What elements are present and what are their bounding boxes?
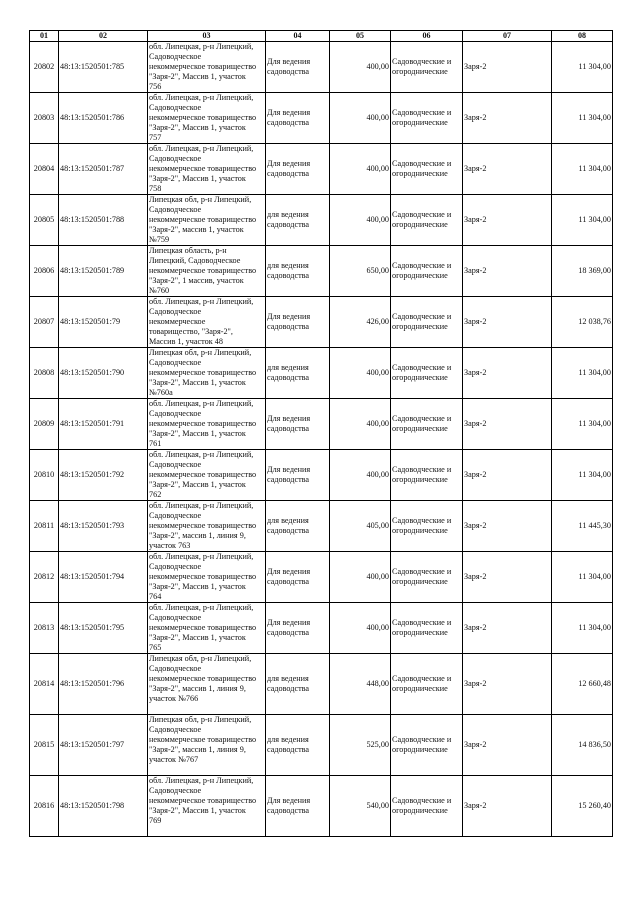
cadastral-value-cell [552,195,613,246]
address-cell-text: обл. Липецкая, р-н Липецкий, Садоводческое некоммерческое товарищество "Заря-2", Массив 1, участок 756 [149,42,257,91]
land-category-cell-text: Садоводческие и огороднические [392,516,452,535]
address-cell-text: Липецкая обл, р-н Липецкий, Садоводческое некоммерческое товарищество "Заря-2", массив 1, участок №759 [149,195,257,244]
cadastral-value-cell [552,246,613,297]
cadastral-value-cell-text: 11 304,00 [578,164,611,173]
permitted-use-cell-text: Для ведения садоводства [267,796,311,815]
area-cell [330,715,391,776]
cadastral-value-cell-text: 12 660,48 [578,679,611,688]
land-category-cell [391,450,463,501]
cadastral-value-cell [552,42,613,93]
table-row [30,348,613,399]
cadastral-number-cell-text: 48:13:1520501:788 [60,215,125,224]
permitted-use-cell-text: для ведения садоводства [267,516,310,535]
address-cell-text: обл. Липецкая, р-н Липецкий, Садоводческое некоммерческое товарищество, "Заря-2", Массив 1, участок 48 [149,297,254,346]
row-number-cell [30,552,59,603]
cadastral-number-cell [59,399,148,450]
permitted-use-cell-text: для ведения садоводства [267,363,310,382]
row-number-cell [30,144,59,195]
land-category-cell [391,501,463,552]
locality-cell [463,195,552,246]
cadastral-number-cell [59,93,148,144]
table-row [30,195,613,246]
row-number-cell-text: 20816 [33,801,55,810]
row-number-cell [30,42,59,93]
permitted-use-cell-text: Для ведения садоводства [267,567,311,586]
table-row [30,144,613,195]
cadastral-number-cell-text: 48:13:1520501:792 [60,470,125,479]
address-cell [148,93,266,144]
column-header: 04 [266,31,330,42]
column-header: 02 [59,31,148,42]
table-row [30,603,613,654]
table-row [30,776,613,837]
land-category-cell [391,297,463,348]
permitted-use-cell [266,776,330,837]
row-number-cell [30,654,59,715]
permitted-use-cell [266,93,330,144]
locality-cell [463,776,552,837]
address-cell-text: обл. Липецкая, р-н Липецкий, Садоводческое некоммерческое товарищество "Заря-2", Массив 1, участок 758 [149,144,257,193]
address-cell-text: обл. Липецкая, р-н Липецкий, Садоводческое некоммерческое товарищество "Заря-2", Массив 1, участок 764 [149,552,257,601]
locality-cell-text: Заря-2 [464,368,487,377]
locality-cell [463,552,552,603]
row-number-cell-text: 20807 [33,317,55,326]
area-cell [330,93,391,144]
row-number-cell [30,399,59,450]
permitted-use-cell-text: Для ведения садоводства [267,414,311,433]
locality-cell-text: Заря-2 [464,521,487,530]
land-category-cell-text: Садоводческие и огороднические [392,261,452,280]
cadastral-number-cell-text: 48:13:1520501:795 [60,623,125,632]
address-cell [148,399,266,450]
cadastral-number-cell [59,297,148,348]
locality-cell-text: Заря-2 [464,623,487,632]
permitted-use-cell [266,501,330,552]
cadastral-value-cell-text: 11 304,00 [578,623,611,632]
land-category-cell [391,603,463,654]
area-cell [330,297,391,348]
land-category-cell [391,93,463,144]
cadastral-number-cell [59,603,148,654]
row-number-cell-text: 20804 [33,164,55,173]
row-number-cell-text: 20805 [33,215,55,224]
land-category-cell [391,348,463,399]
area-cell [330,348,391,399]
permitted-use-cell-text: Для ведения садоводства [267,312,311,331]
row-number-cell [30,297,59,348]
table-row [30,501,613,552]
table-row [30,654,613,715]
table-row [30,450,613,501]
locality-cell [463,297,552,348]
address-cell [148,144,266,195]
area-cell-text: 400,00 [366,215,389,224]
cadastral-value-cell-text: 15 260,40 [578,801,611,810]
locality-cell [463,348,552,399]
permitted-use-cell-text: Для ведения садоводства [267,57,311,76]
row-number-cell [30,715,59,776]
land-plot-table [29,30,613,837]
cadastral-value-cell-text: 14 836,50 [578,740,611,749]
locality-cell [463,715,552,776]
table-row [30,552,613,603]
permitted-use-cell [266,297,330,348]
permitted-use-cell [266,715,330,776]
permitted-use-cell [266,654,330,715]
permitted-use-cell-text: Для ведения садоводства [267,465,311,484]
land-category-cell [391,715,463,776]
row-number-cell-text: 20813 [33,623,55,632]
land-category-cell-text: Садоводческие и огороднические [392,735,452,754]
permitted-use-cell-text: для ведения садоводства [267,735,310,754]
column-header: 01 [30,31,59,42]
address-cell-text: обл. Липецкая, р-н Липецкий, Садоводческое некоммерческое товарищество "Заря-2", Массив 1, участок 757 [149,93,257,142]
area-cell-text: 525,00 [366,740,389,749]
column-header: 06 [391,31,463,42]
area-cell [330,195,391,246]
header-row [30,31,613,42]
cadastral-value-cell-text: 11 304,00 [578,368,611,377]
cadastral-number-cell-text: 48:13:1520501:790 [60,368,125,377]
locality-cell-text: Заря-2 [464,679,487,688]
locality-cell [463,654,552,715]
locality-cell [463,603,552,654]
cadastral-number-cell-text: 48:13:1520501:791 [60,419,125,428]
locality-cell [463,42,552,93]
land-category-cell-text: Садоводческие и огороднические [392,312,452,331]
land-category-cell-text: Садоводческие и огороднические [392,796,452,815]
address-cell [148,715,266,776]
address-cell [148,297,266,348]
table-row [30,42,613,93]
area-cell-text: 400,00 [366,164,389,173]
permitted-use-cell-text: Для ведения садоводства [267,108,311,127]
area-cell-text: 400,00 [366,419,389,428]
address-cell-text: обл. Липецкая, р-н Липецкий, Садоводческое некоммерческое товарищество "Заря-2", Массив 1, участок 762 [149,450,257,499]
permitted-use-cell [266,195,330,246]
row-number-cell-text: 20815 [33,740,55,749]
address-cell-text: Липецкая область, р-н Липецкий, Садоводческое некоммерческое товарищество "Заря-2", 1 массив, участок №760 [149,246,257,295]
land-category-cell-text: Садоводческие и огороднические [392,674,452,693]
cadastral-number-cell-text: 48:13:1520501:798 [60,801,125,810]
cadastral-value-cell-text: 11 304,00 [578,572,611,581]
address-cell-text: обл. Липецкая, р-н Липецкий, Садоводческое некоммерческое товарищество "Заря-2", Массив 1, участок 765 [149,603,257,652]
address-cell [148,450,266,501]
cadastral-value-cell-text: 18 369,00 [578,266,611,275]
cadastral-number-cell [59,552,148,603]
cadastral-number-cell-text: 48:13:1520501:796 [60,679,125,688]
column-header: 07 [463,31,552,42]
locality-cell-text: Заря-2 [464,317,487,326]
cadastral-value-cell [552,654,613,715]
row-number-cell-text: 20808 [33,368,55,377]
cadastral-value-cell [552,501,613,552]
row-number-cell [30,246,59,297]
address-cell [148,654,266,715]
cadastral-number-cell-text: 48:13:1520501:79 [60,317,121,326]
land-category-cell-text: Садоводческие и огороднические [392,465,452,484]
cadastral-number-cell-text: 48:13:1520501:786 [60,113,125,122]
table-row [30,297,613,348]
address-cell [148,603,266,654]
land-category-cell [391,246,463,297]
cadastral-value-cell-text: 12 038,76 [578,317,611,326]
land-category-cell-text: Садоводческие и огороднические [392,363,452,382]
table-row [30,93,613,144]
row-number-cell-text: 20809 [33,419,55,428]
row-number-cell-text: 20811 [33,521,55,530]
permitted-use-cell [266,348,330,399]
row-number-cell-text: 20810 [33,470,55,479]
area-cell-text: 448,00 [366,679,389,688]
cadastral-value-cell [552,776,613,837]
locality-cell [463,93,552,144]
column-header: 03 [148,31,266,42]
row-number-cell-text: 20803 [33,113,55,122]
row-number-cell [30,348,59,399]
cadastral-value-cell [552,297,613,348]
locality-cell-text: Заря-2 [464,113,487,122]
permitted-use-cell [266,450,330,501]
cadastral-number-cell-text: 48:13:1520501:785 [60,62,125,71]
cadastral-value-cell-text: 11 304,00 [578,113,611,122]
address-cell [148,348,266,399]
cadastral-value-cell [552,348,613,399]
area-cell [330,552,391,603]
cadastral-number-cell [59,654,148,715]
column-header: 05 [330,31,391,42]
land-category-cell [391,552,463,603]
address-cell [148,246,266,297]
row-number-cell-text: 20814 [33,679,55,688]
area-cell-text: 400,00 [366,113,389,122]
area-cell-text: 400,00 [366,470,389,479]
land-category-cell-text: Садоводческие и огороднические [392,57,452,76]
permitted-use-cell [266,144,330,195]
cadastral-number-cell [59,715,148,776]
table-row [30,715,613,776]
area-cell-text: 540,00 [366,801,389,810]
area-cell [330,246,391,297]
cadastral-number-cell-text: 48:13:1520501:794 [60,572,125,581]
land-category-cell-text: Садоводческие и огороднические [392,210,452,229]
row-number-cell [30,93,59,144]
address-cell-text: Липецкая обл, р-н Липецкий, Садоводческое некоммерческое товарищество "Заря-2", массив 1, линия 9, участок №766 [149,654,257,703]
column-header: 08 [552,31,613,42]
area-cell-text: 400,00 [366,62,389,71]
area-cell-text: 400,00 [366,368,389,377]
land-category-cell-text: Садоводческие и огороднические [392,108,452,127]
area-cell-text: 400,00 [366,572,389,581]
area-cell [330,144,391,195]
area-cell [330,42,391,93]
row-number-cell-text: 20802 [33,62,55,71]
locality-cell-text: Заря-2 [464,215,487,224]
table-row [30,246,613,297]
permitted-use-cell-text: Для ведения садоводства [267,618,311,637]
cadastral-number-cell-text: 48:13:1520501:797 [60,740,125,749]
area-cell [330,399,391,450]
cadastral-number-cell [59,246,148,297]
locality-cell-text: Заря-2 [464,801,487,810]
locality-cell-text: Заря-2 [464,266,487,275]
permitted-use-cell-text: для ведения садоводства [267,261,310,280]
land-category-cell-text: Садоводческие и огороднические [392,567,452,586]
area-cell [330,450,391,501]
address-cell [148,501,266,552]
area-cell [330,501,391,552]
area-cell [330,776,391,837]
area-cell-text: 405,00 [366,521,389,530]
address-cell [148,42,266,93]
row-number-cell [30,501,59,552]
address-cell [148,776,266,837]
address-cell-text: обл. Липецкая, р-н Липецкий, Садоводческое некоммерческое товарищество "Заря-2", Массив 1, участок 769 [149,776,257,825]
area-cell [330,654,391,715]
area-cell-text: 426,00 [366,317,389,326]
cadastral-number-cell-text: 48:13:1520501:787 [60,164,125,173]
row-number-cell [30,195,59,246]
cadastral-value-cell [552,144,613,195]
locality-cell [463,450,552,501]
permitted-use-cell-text: для ведения садоводства [267,210,310,229]
locality-cell-text: Заря-2 [464,164,487,173]
land-category-cell [391,399,463,450]
locality-cell [463,501,552,552]
locality-cell-text: Заря-2 [464,470,487,479]
cadastral-number-cell-text: 48:13:1520501:793 [60,521,125,530]
area-cell [330,603,391,654]
permitted-use-cell-text: Для ведения садоводства [267,159,311,178]
locality-cell [463,246,552,297]
locality-cell-text: Заря-2 [464,419,487,428]
document-page [29,30,613,837]
cadastral-value-cell [552,715,613,776]
row-number-cell [30,603,59,654]
cadastral-value-cell-text: 11 445,30 [578,521,611,530]
row-number-cell-text: 20812 [33,572,55,581]
area-cell-text: 650,00 [366,266,389,275]
land-category-cell [391,195,463,246]
locality-cell [463,399,552,450]
cadastral-number-cell-text: 48:13:1520501:789 [60,266,125,275]
cadastral-number-cell [59,776,148,837]
locality-cell-text: Заря-2 [464,572,487,581]
cadastral-value-cell-text: 11 304,00 [578,419,611,428]
address-cell [148,195,266,246]
cadastral-value-cell-text: 11 304,00 [578,215,611,224]
land-category-cell [391,42,463,93]
land-category-cell-text: Садоводческие и огороднические [392,159,452,178]
permitted-use-cell [266,552,330,603]
cadastral-value-cell [552,450,613,501]
cadastral-number-cell [59,195,148,246]
cadastral-value-cell-text: 11 304,00 [578,470,611,479]
address-cell-text: Липецкая обл, р-н Липецкий, Садоводческое некоммерческое товарищество "Заря-2", Массив 1, участок №760а [149,348,257,397]
address-cell-text: обл. Липецкая, р-н Липецкий, Садоводческое некоммерческое товарищество "Заря-2", Массив 1, участок 761 [149,399,257,448]
area-cell-text: 400,00 [366,623,389,632]
land-category-cell [391,654,463,715]
cadastral-value-cell-text: 11 304,00 [578,62,611,71]
cadastral-value-cell [552,603,613,654]
land-category-cell [391,776,463,837]
locality-cell-text: Заря-2 [464,62,487,71]
cadastral-number-cell [59,450,148,501]
cadastral-value-cell [552,552,613,603]
permitted-use-cell [266,603,330,654]
locality-cell-text: Заря-2 [464,740,487,749]
permitted-use-cell-text: для ведения садоводства [267,674,310,693]
cadastral-number-cell [59,42,148,93]
address-cell [148,552,266,603]
table-row [30,399,613,450]
address-cell-text: обл. Липецкая, р-н Липецкий, Садоводческое некоммерческое товарищество "Заря-2", массив 1, линия 9, участок 763 [149,501,257,550]
row-number-cell [30,450,59,501]
row-number-cell [30,776,59,837]
land-category-cell-text: Садоводческие и огороднические [392,414,452,433]
permitted-use-cell [266,246,330,297]
cadastral-number-cell [59,144,148,195]
cadastral-number-cell [59,348,148,399]
locality-cell [463,144,552,195]
permitted-use-cell [266,399,330,450]
address-cell-text: Липецкая обл, р-н Липецкий, Садоводческое некоммерческое товарищество "Заря-2", массив 1, линия 9, участок №767 [149,715,257,764]
land-category-cell-text: Садоводческие и огороднические [392,618,452,637]
permitted-use-cell [266,42,330,93]
cadastral-value-cell [552,93,613,144]
row-number-cell-text: 20806 [33,266,55,275]
cadastral-value-cell [552,399,613,450]
land-category-cell [391,144,463,195]
cadastral-number-cell [59,501,148,552]
